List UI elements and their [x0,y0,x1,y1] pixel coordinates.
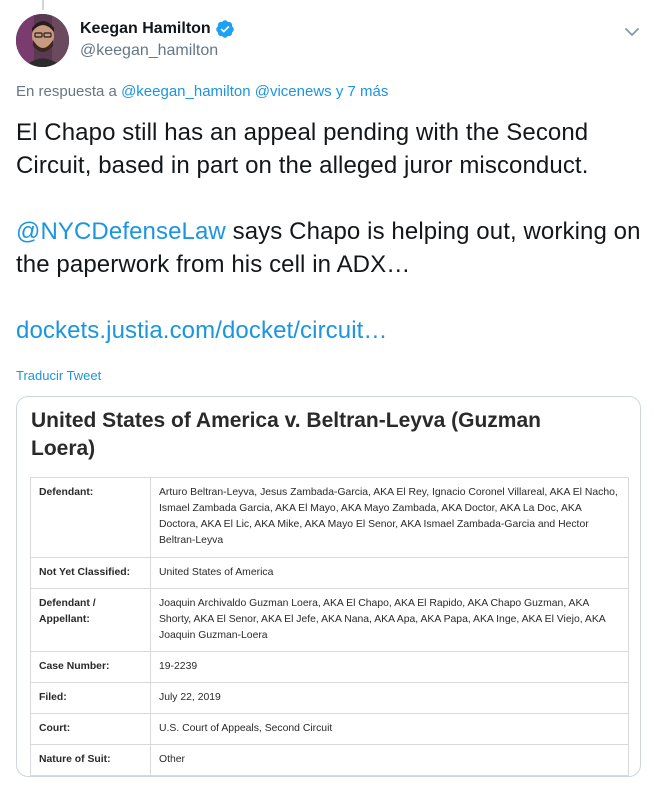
author-names [80,18,235,60]
translate-tweet-link[interactable]: Traducir Tweet [16,368,102,383]
row-value: July 22, 2019 [151,683,629,714]
card-title: United States of America v. Beltran-Leyva (Guzman Loera) [31,409,541,460]
reply-mention-link[interactable]: @vicenews [254,83,332,100]
tweet-text-segment: says Chapo is helping out, working on the paperwork from his cell in ADX… [16,218,641,278]
row-label: Filed: [31,683,151,714]
reply-mention-link[interactable]: @keegan_hamilton [121,83,251,100]
table-row [31,745,629,776]
thread-connector-line [42,0,44,10]
tweet-header [16,14,646,74]
display-name-row [80,18,235,40]
row-value: U.S. Court of Appeals, Second Circuit [151,714,629,745]
row-label: Case Number: [31,652,151,683]
row-value: Arturo Beltran-Leyva, Jesus Zambada-Garcia, AKA El Rey, Ignacio Coronel Villareal, AKA El Nacho, Ismael Zambada Garcia, AKA El Mayo, AKA Mayo Zambada, AKA Doctor, AKA La Doc, AKA Doctora, AKA El Lic, AKA Mike, AKA Mayo El Senor, AKA Ismael Zambada-Garcia and Hector Beltran-Leyva [151,478,629,558]
table-row [31,558,629,589]
row-label: Not Yet Classified: [31,558,151,589]
avatar[interactable] [16,14,69,67]
tweet-text [16,116,641,347]
case-details-table [30,477,629,776]
row-value: Joaquin Archivaldo Guzman Loera, AKA El Chapo, AKA El Rapido, AKA Chapo Guzman, AKA Shorty, AKA El Senor, AKA El Jefe, AKA Nana, AKA Apa, AKA Papa, AKA Inge, AKA El Viejo, AKA Joaquin Guzman-Loera [151,589,629,652]
reply-more-link[interactable]: y 7 más [335,83,389,100]
table-row [31,478,629,558]
table-row [31,589,629,652]
handle[interactable]: @keegan_hamilton [80,42,219,59]
row-label: Court: [31,714,151,745]
verified-badge-icon [215,19,235,39]
table-row [31,683,629,714]
chevron-down-icon[interactable] [622,22,642,42]
table-row [31,652,629,683]
url-link[interactable]: dockets.justia.com/docket/circuit… [16,317,388,344]
row-label: Defendant: [31,478,151,558]
row-label: Nature of Suit: [31,745,151,776]
row-value: 19-2239 [151,652,629,683]
row-value: United States of America [151,558,629,589]
tweet-paragraph [16,215,641,281]
row-label: Defendant / Appellant: [31,589,151,652]
link-preview-card[interactable] [16,396,641,777]
reply-prefix: En respuesta a [16,83,117,100]
table-row [31,714,629,745]
tweet-paragraph: El Chapo still has an appeal pending with the Second Circuit, based in part on the alleged juror misconduct. [16,119,589,179]
mention-link[interactable]: @NYCDefenseLaw [16,218,226,245]
display-name[interactable]: Keegan Hamilton [80,20,211,37]
reply-context [16,83,388,100]
row-value: Other [151,745,629,776]
